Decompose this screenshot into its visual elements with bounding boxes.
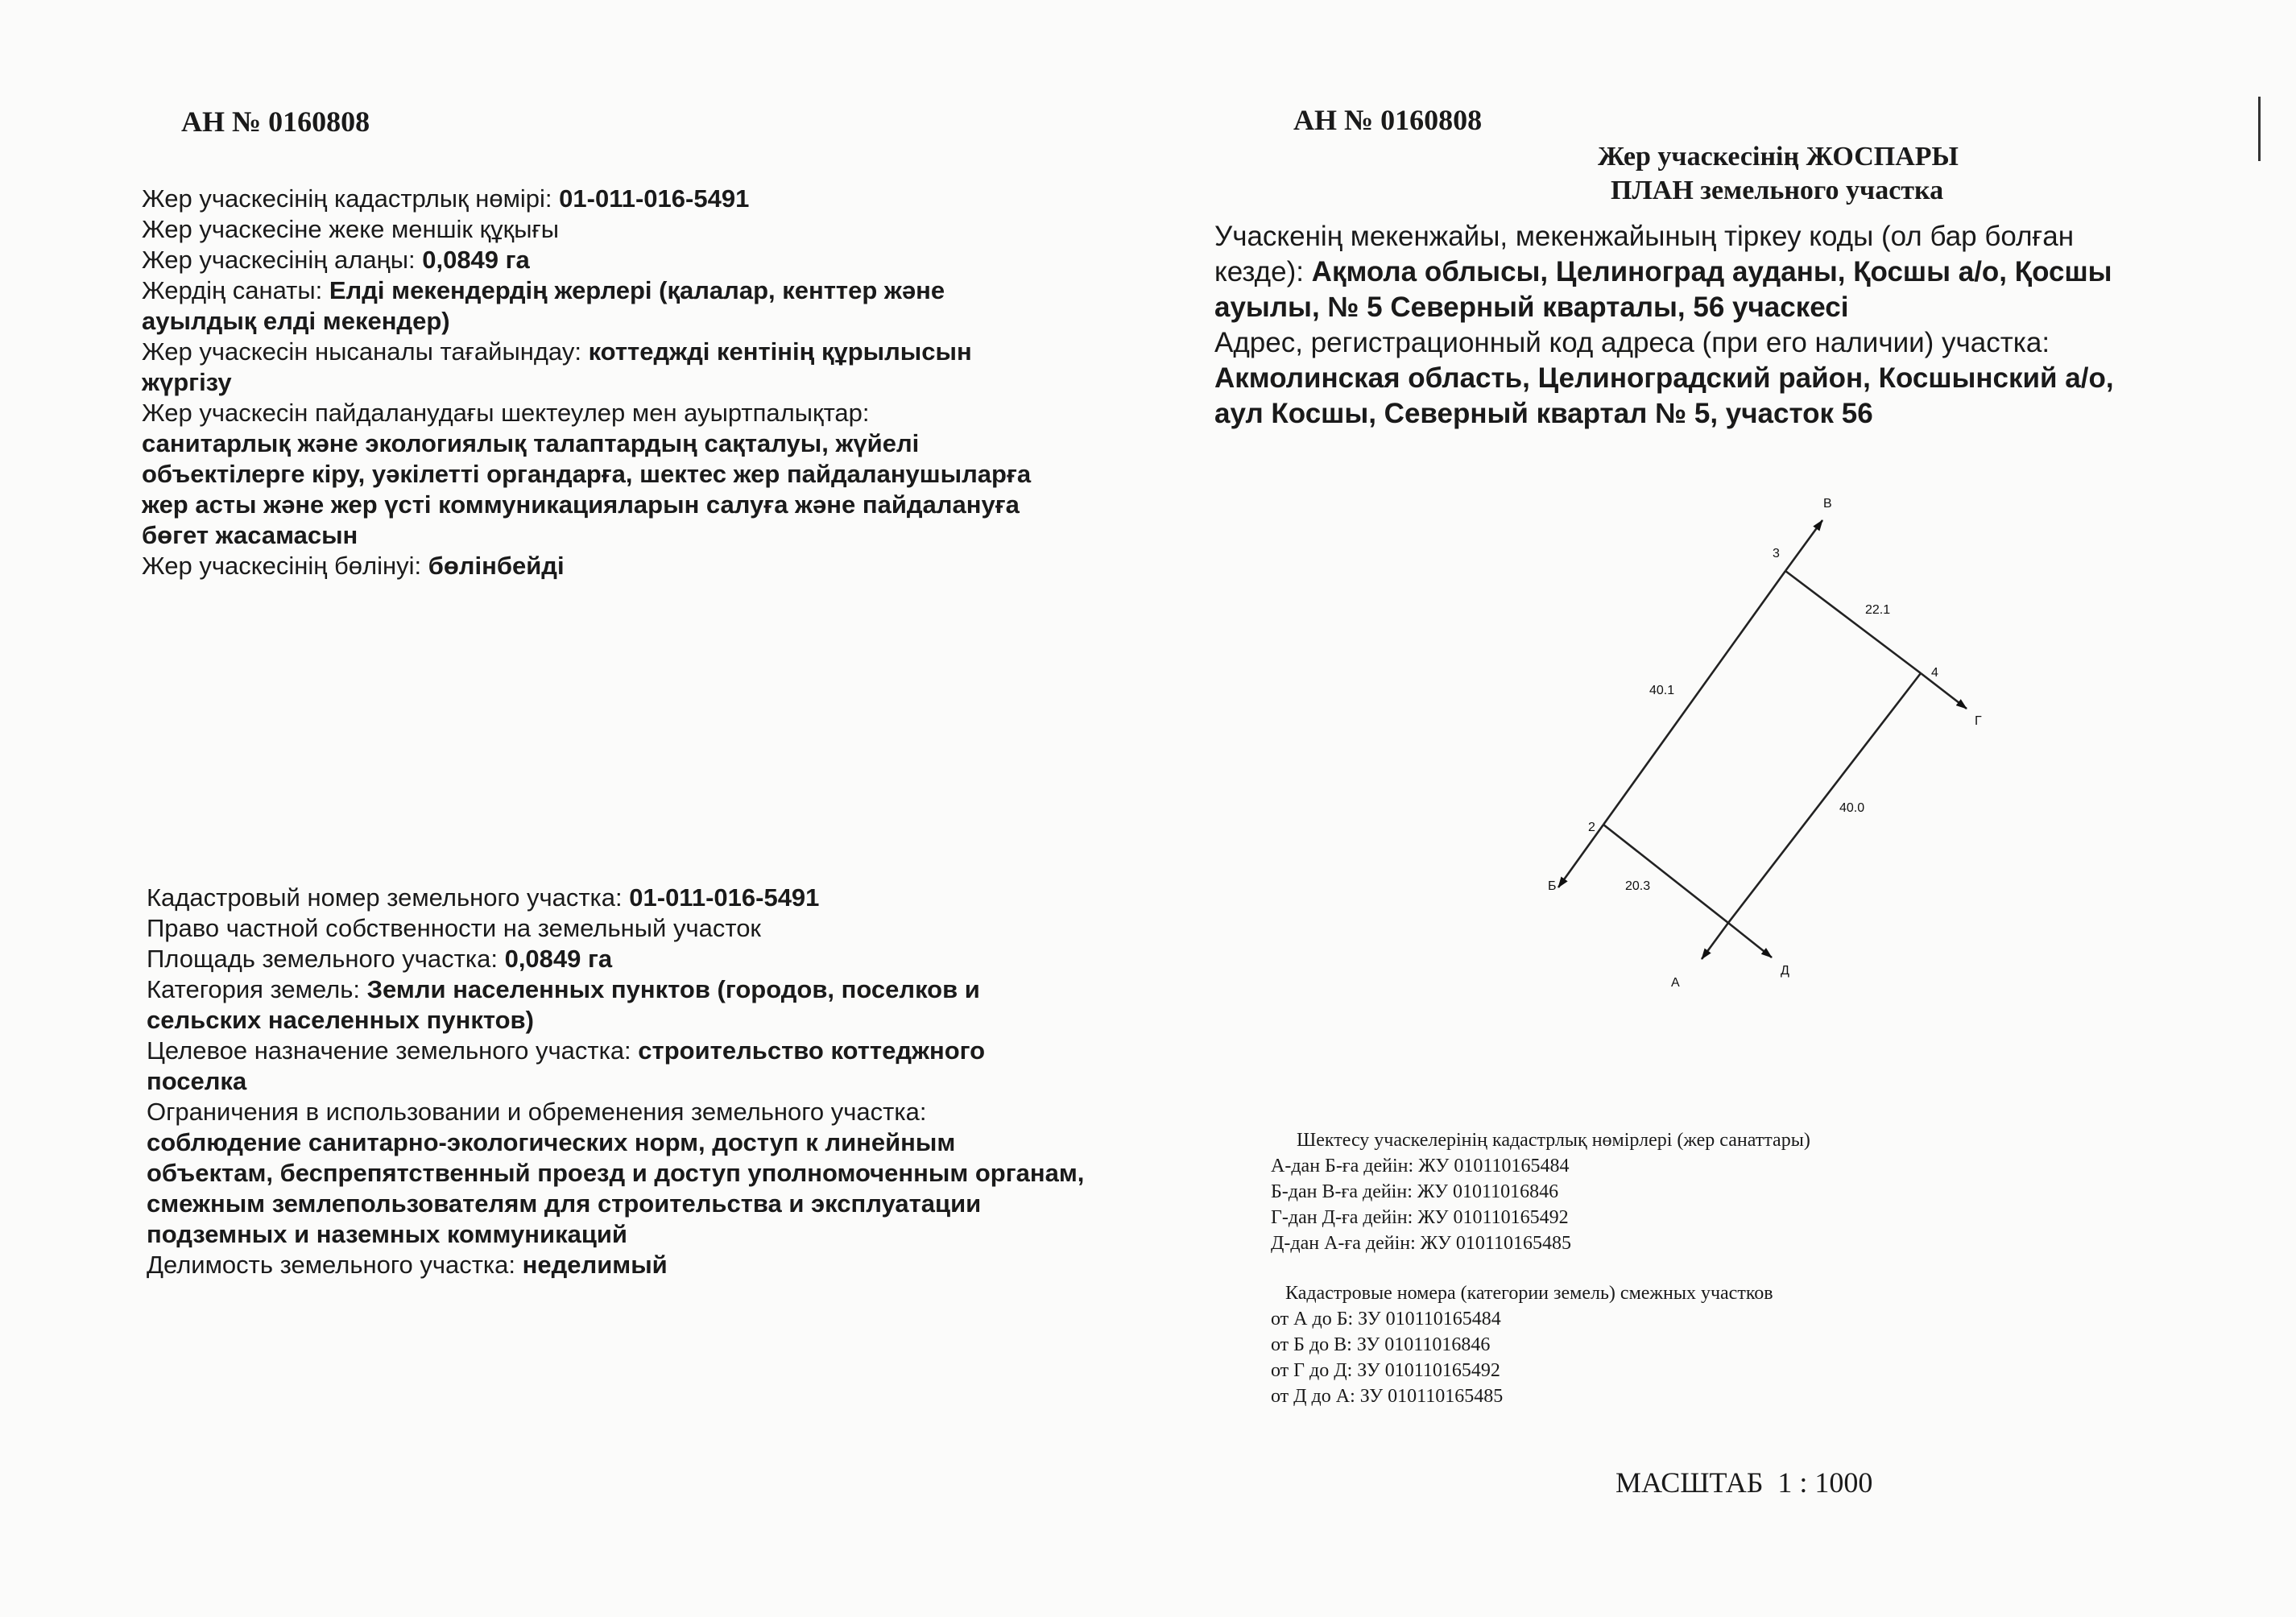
form-number-left: АН № 0160808 — [181, 105, 370, 138]
ru-right: Право частной собственности на земельный участок — [147, 914, 761, 942]
ru-restrictions-4: подземных и наземных коммуникаций — [147, 1220, 627, 1248]
kz-restrictions-3: жер асты және жер үсті коммуникацияларын салуға және пайдалануға — [142, 490, 1020, 519]
neighbors-ru-title: Кадастровые номера (категории земель) смежных участков — [1285, 1283, 1773, 1304]
edge-2-3 — [1603, 571, 1785, 825]
neighbors-ru-list — [1271, 1306, 1503, 1409]
ru-divisibility-value: неделимый — [522, 1251, 668, 1279]
ru-cadastral-line: Кадастровый номер земельного участка: 01-011-016-5491 — [147, 883, 820, 912]
kz-purpose-value-2: жүргізу — [142, 368, 232, 396]
ru-purpose-line: Целевое назначение земельного участка: строительство коттеджного — [147, 1036, 986, 1065]
arrow-v — [1785, 520, 1822, 571]
kz-restrictions-1: санитарлық және экологиялық талаптардың сақталуы, жүйелі — [142, 429, 920, 457]
point-4-label: 4 — [1931, 666, 1938, 680]
arrow-d — [1728, 923, 1772, 957]
form-number-right: АН № 0160808 — [1293, 104, 1483, 136]
ru-area-value: 0,0849 га — [504, 945, 613, 973]
ru-restrictions-label: Ограничения в использовании и обременения земельного участка: — [147, 1098, 927, 1126]
edge-length-40-1: 40.1 — [1649, 684, 1675, 697]
scale-label: МАСШТАБ — [1615, 1466, 1764, 1499]
address-kz-label-1: Учаскенің мекенжайы, мекенжайының тіркеу коды (ол бар болған — [1214, 221, 2075, 252]
neighbor-ru-row: от Б до В: ЗУ 01011016846 — [1271, 1334, 1491, 1355]
neighbors-kz-title: Шектесу учаскелерінің кадастрлық нөмірлері (жер санаттары) — [1297, 1130, 1810, 1151]
ru-divisibility-line: Делимость земельного участка: неделимый — [147, 1251, 668, 1279]
neighbor-ru-row: от Г до Д: ЗУ 010110165492 — [1271, 1360, 1500, 1381]
neighbor-a-label: А — [1671, 976, 1680, 990]
edge-length-20-3: 20.3 — [1625, 879, 1651, 893]
address-ru-label: Адрес, регистрационный код адреса (при его наличии) участка: — [1214, 327, 2050, 358]
kz-area-line: Жер учаскесінің алаңы: 0,0849 га — [142, 246, 530, 274]
ru-area-line: Площадь земельного участка: 0,0849 га — [147, 945, 613, 973]
ru-category-value-2: сельских населенных пунктов) — [147, 1006, 534, 1034]
address-ru-value-1: Акмолинская область, Целиноградский район, Косшынский а/о, — [1214, 362, 2114, 394]
scale-value: 1 : 1000 — [1777, 1466, 1873, 1499]
plot-plan-drawing — [1514, 483, 2013, 1015]
address-kz-value-1: Ақмола облысы, Целиноград ауданы, Қосшы а/о, Қосшы — [1311, 256, 2112, 287]
ru-restrictions-3: смежным землепользователям для строительства и эксплуатации — [147, 1189, 982, 1218]
plan-title-ru: ПЛАН земельного участка — [1611, 176, 1944, 205]
page-edge-mark — [2258, 97, 2261, 161]
kz-category-value-2: ауылдық елді мекендер) — [142, 307, 450, 335]
arrow-a — [1702, 923, 1728, 959]
kz-divisibility-value: бөлінбейді — [428, 552, 565, 580]
kz-purpose-line: Жер учаскесін нысаналы тағайындау: коттеджді кентінің құрылысын — [142, 337, 972, 366]
kz-restrictions-label: Жер учаскесін пайдаланудағы шектеулер мен ауыртпалықтар: — [142, 399, 870, 427]
point-2-label: 2 — [1588, 821, 1595, 834]
neighbor-ru-row: от Д до А: ЗУ 010110165485 — [1271, 1386, 1504, 1407]
ru-info-block — [147, 883, 1084, 1280]
kz-right: Жер учаскесіне жеке меншік құқығы — [142, 215, 560, 243]
edge-1-2 — [1603, 825, 1728, 923]
neighbor-g-label: Г — [1975, 714, 1982, 728]
point-3-label: 3 — [1773, 547, 1780, 560]
arrow-b — [1558, 825, 1603, 887]
address-ru-value-2: аул Косшы, Северный квартал № 5, участок 56 — [1214, 398, 1873, 429]
neighbor-kz-row: Б-дан В-ға дейін: ЖУ 01011016846 — [1271, 1181, 1559, 1202]
address-kz-label-2: кезде): — [1214, 256, 1312, 287]
scale-line — [1615, 1466, 1872, 1499]
ru-restrictions-2: объектам, беспрепятственный проезд и доступ уполномоченным органам, — [147, 1159, 1085, 1187]
kz-cadastral-line: Жер учаскесінің кадастрлық нөмірі: 01-011-016-5491 — [142, 184, 750, 213]
kz-area-value: 0,0849 га — [422, 246, 530, 274]
kz-divisibility-line: Жер учаскесінің бөлінуі: бөлінбейді — [142, 552, 565, 580]
plan-address-block — [1214, 219, 2173, 432]
neighbor-d-label: Д — [1781, 964, 1789, 978]
neighbor-v-label: В — [1823, 497, 1832, 511]
ru-cadastral-value: 01-011-016-5491 — [629, 883, 820, 912]
ru-purpose-value-2: поселка — [147, 1067, 247, 1095]
ru-restrictions-1: соблюдение санитарно-экологических норм, доступ к линейным — [147, 1128, 956, 1156]
address-kz-value-2: ауылы, № 5 Северный кварталы, 56 учаскесі — [1214, 292, 1849, 323]
kz-cadastral-value: 01-011-016-5491 — [559, 184, 750, 213]
kz-info-block — [142, 184, 1031, 581]
kz-restrictions-4: бөгет жасамасын — [142, 521, 358, 549]
ru-category-line: Категория земель: Земли населенных пунктов (городов, поселков и — [147, 975, 980, 1003]
edge-3-4 — [1785, 571, 1921, 673]
edge-length-22-1: 22.1 — [1865, 603, 1891, 617]
neighbor-kz-row: А-дан Б-ға дейін: ЖУ 010110165484 — [1271, 1156, 1570, 1177]
neighbor-ru-row: от А до Б: ЗУ 010110165484 — [1271, 1309, 1501, 1330]
edge-4-1 — [1728, 673, 1921, 923]
plan-title-kz: Жер учаскесінің ЖОСПАРЫ — [1598, 142, 1959, 172]
neighbor-b-label: Б — [1548, 879, 1557, 893]
kz-category-line: Жердің санаты: Елді мекендердің жерлері (қалалар, кенттер және — [142, 276, 945, 304]
arrow-g — [1921, 673, 1967, 709]
neighbors-kz-list — [1271, 1153, 1571, 1256]
edge-length-40-0: 40.0 — [1839, 801, 1865, 815]
kz-restrictions-2: объектілерге кіру, уәкілетті органдарға, шектес жер пайдаланушыларға — [142, 460, 1032, 488]
neighbor-kz-row: Г-дан Д-ға дейін: ЖУ 010110165492 — [1271, 1207, 1569, 1228]
neighbor-kz-row: Д-дан А-ға дейін: ЖУ 010110165485 — [1271, 1233, 1572, 1254]
